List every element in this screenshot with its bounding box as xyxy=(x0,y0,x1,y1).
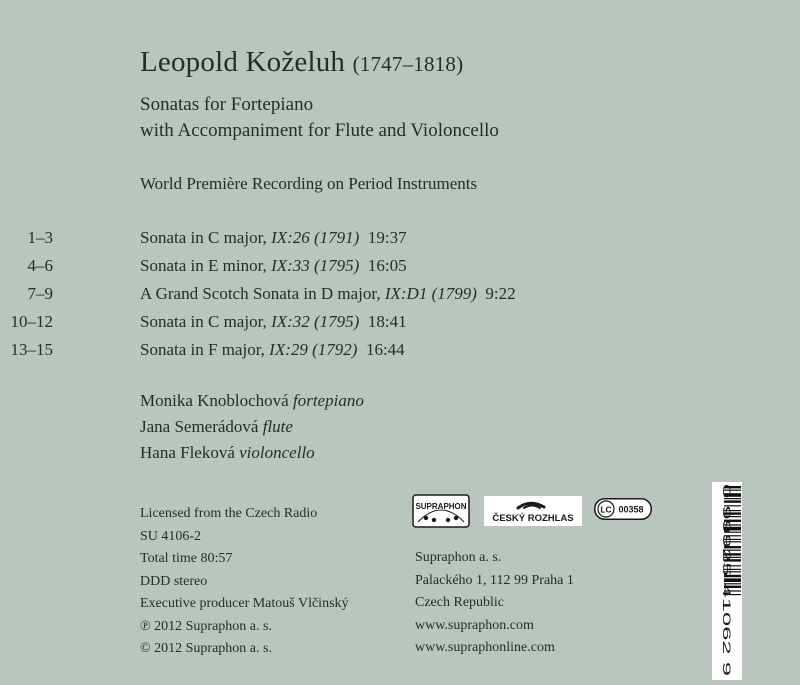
credit-phonogram: ℗ 2012 Supraphon a. s. xyxy=(140,618,272,634)
track-number: 10–12 xyxy=(10,312,53,331)
cesky-rozhlas-logo xyxy=(484,496,582,526)
track-catalog: IX:29 (1792) xyxy=(269,340,358,359)
subtitle-line-1: Sonatas for Fortepiano xyxy=(140,94,314,115)
publisher-store-website: www.supraphonline.com xyxy=(415,640,555,655)
track-row xyxy=(0,256,720,284)
track-title xyxy=(140,284,516,304)
performer xyxy=(140,388,364,414)
logo-row xyxy=(412,494,662,530)
credit-total-time: Total time 80:57 xyxy=(140,551,233,566)
track-time: 19:37 xyxy=(367,228,407,247)
track-work: Sonata in C major, xyxy=(140,228,272,247)
label-code-number: 00358 xyxy=(618,504,644,515)
performer-instrument: fortepiano xyxy=(292,391,364,410)
performer-name: Hana Fleková xyxy=(140,443,235,462)
track-title xyxy=(140,312,407,332)
track-work: Sonata in C major, xyxy=(140,312,272,331)
credit-copyright: © 2012 Supraphon a. s. xyxy=(140,641,272,656)
barcode-number: 0 99925 41062 9 xyxy=(720,484,732,567)
track-work: Sonata in F major, xyxy=(140,340,270,359)
track-catalog: IX:D1 (1799) xyxy=(384,284,477,303)
track-catalog: IX:32 (1795) xyxy=(271,312,360,331)
track-work: Sonata in E minor, xyxy=(140,256,272,275)
performer xyxy=(140,414,364,440)
track-number: 1–3 xyxy=(27,228,53,247)
supraphon-logo xyxy=(412,494,470,528)
publisher-name: Supraphon a. s. xyxy=(415,550,502,565)
cesky-rozhlas-logo-text: ČESKÝ ROZHLAS xyxy=(492,513,574,524)
track-time: 9:22 xyxy=(485,284,516,303)
composer-years: (1747–1818) xyxy=(352,52,464,76)
performer-list xyxy=(140,388,364,466)
track-row xyxy=(0,340,720,368)
track-number: 7–9 xyxy=(27,284,53,303)
publisher-address: Palackého 1, 112 99 Praha 1 xyxy=(415,572,574,588)
track-catalog: IX:33 (1795) xyxy=(271,256,360,275)
performer-instrument: flute xyxy=(262,417,293,436)
album-subtitle xyxy=(140,92,499,144)
track-list xyxy=(0,228,720,368)
publisher-website: www.supraphon.com xyxy=(415,617,534,633)
track-row xyxy=(0,228,720,256)
composer-name: Leopold Koželuh xyxy=(140,46,346,78)
barcode-digits xyxy=(714,482,732,680)
track-row xyxy=(0,312,720,340)
track-time: 18:41 xyxy=(367,312,407,331)
performer xyxy=(140,440,364,466)
composer-heading xyxy=(140,46,463,79)
label-code-prefix: LC xyxy=(600,504,612,515)
credits-block xyxy=(140,503,349,661)
label-code-logo xyxy=(594,498,652,520)
supraphon-logo-text: SUPRAPHON xyxy=(415,502,467,511)
performer-instrument: violoncello xyxy=(239,443,315,462)
track-row xyxy=(0,284,720,312)
track-catalog: IX:26 (1791) xyxy=(271,228,360,247)
publisher-block xyxy=(415,547,574,660)
track-title xyxy=(140,228,407,248)
track-number: 13–15 xyxy=(10,340,53,359)
performer-name: Monika Knoblochová xyxy=(140,391,289,410)
premiere-note: World Première Recording on Period Instruments xyxy=(140,174,478,193)
credit-audio-format: DDD stereo xyxy=(140,573,208,589)
track-time: 16:05 xyxy=(367,256,407,275)
track-title xyxy=(140,256,407,276)
performer-name: Jana Semerádová xyxy=(140,417,259,436)
track-time: 16:44 xyxy=(365,340,405,359)
subtitle-line-2: with Accompaniment for Flute and Violoncello xyxy=(140,120,499,141)
track-number: 4–6 xyxy=(27,256,53,275)
publisher-country: Czech Republic xyxy=(415,595,505,610)
credit-license: Licensed from the Czech Radio xyxy=(140,506,318,521)
credit-catalog-number: SU 4106-2 xyxy=(140,528,202,544)
track-title xyxy=(140,340,405,360)
track-work: A Grand Scotch Sonata in D major, xyxy=(140,284,385,303)
credit-producer: Executive producer Matouš Vlčinský xyxy=(140,596,349,611)
